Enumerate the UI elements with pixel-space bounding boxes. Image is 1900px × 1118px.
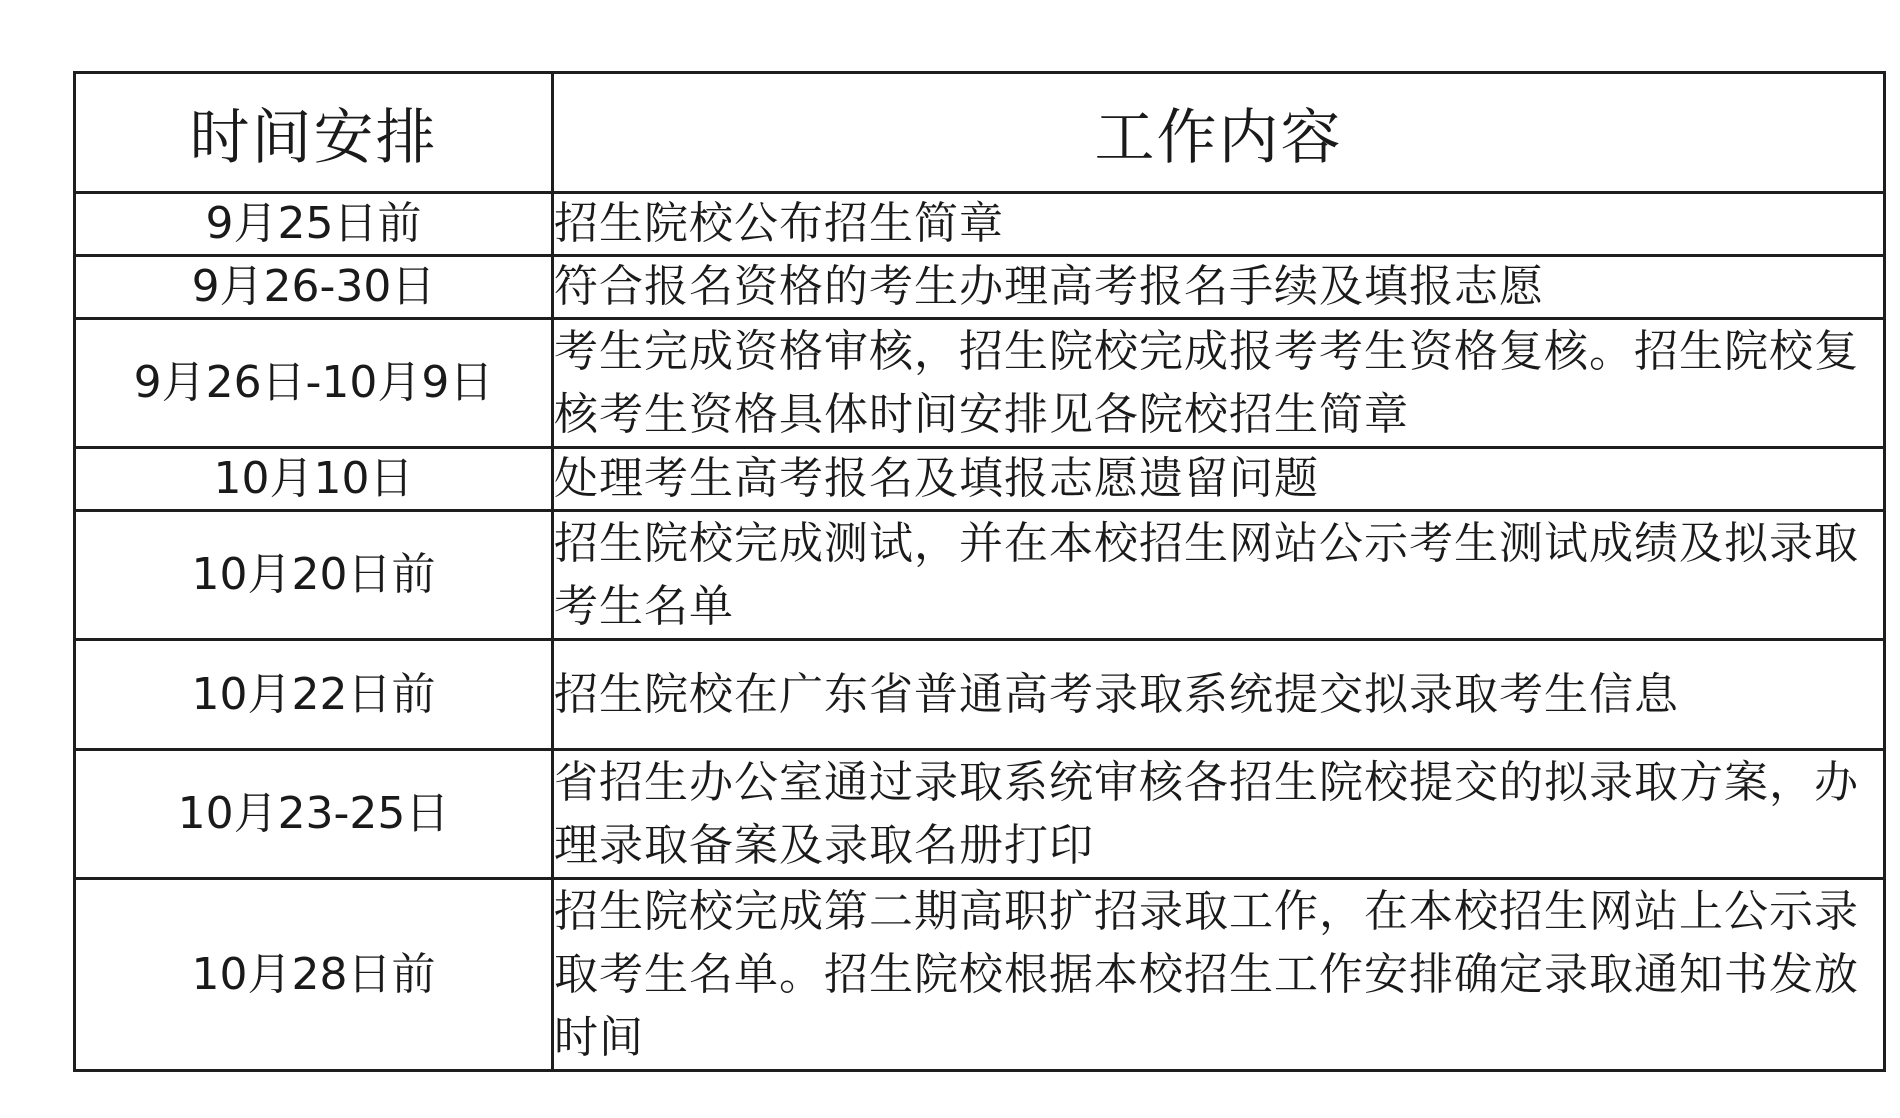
row-content: 符合报名资格的考生办理高考报名手续及填报志愿 [553, 256, 1885, 319]
row-time: 10月20日前 [75, 511, 553, 640]
row-time: 9月25日前 [75, 193, 553, 256]
row-time: 9月26日-10月9日 [75, 319, 553, 448]
header-content: 工作内容 [553, 73, 1885, 193]
table-row [75, 319, 1885, 448]
table-row [75, 640, 1885, 750]
row-content: 招生院校在广东省普通高考录取系统提交拟录取考生信息 [553, 640, 1885, 750]
schedule-table [73, 71, 1886, 1072]
table-header-row [75, 73, 1885, 193]
header-time: 时间安排 [75, 73, 553, 193]
table-row [75, 193, 1885, 256]
table-row [75, 448, 1885, 511]
row-time: 10月22日前 [75, 640, 553, 750]
row-content: 招生院校完成测试，并在本校招生网站公示考生测试成绩及拟录取考生名单 [553, 511, 1885, 640]
row-content: 考生完成资格审核，招生院校完成报考考生资格复核。招生院校复核考生资格具体时间安排见各院校招生简章 [553, 319, 1885, 448]
table-row [75, 256, 1885, 319]
row-time: 10月10日 [75, 448, 553, 511]
row-content: 处理考生高考报名及填报志愿遗留问题 [553, 448, 1885, 511]
table-row [75, 511, 1885, 640]
row-time: 10月28日前 [75, 879, 553, 1071]
row-time: 10月23-25日 [75, 750, 553, 879]
table-row [75, 750, 1885, 879]
row-time: 9月26-30日 [75, 256, 553, 319]
row-content: 招生院校公布招生简章 [553, 193, 1885, 256]
row-content: 招生院校完成第二期高职扩招录取工作，在本校招生网站上公示录取考生名单。招生院校根据本校招生工作安排确定录取通知书发放时间 [553, 879, 1885, 1071]
row-content: 省招生办公室通过录取系统审核各招生院校提交的拟录取方案，办理录取备案及录取名册打印 [553, 750, 1885, 879]
table-row [75, 879, 1885, 1071]
